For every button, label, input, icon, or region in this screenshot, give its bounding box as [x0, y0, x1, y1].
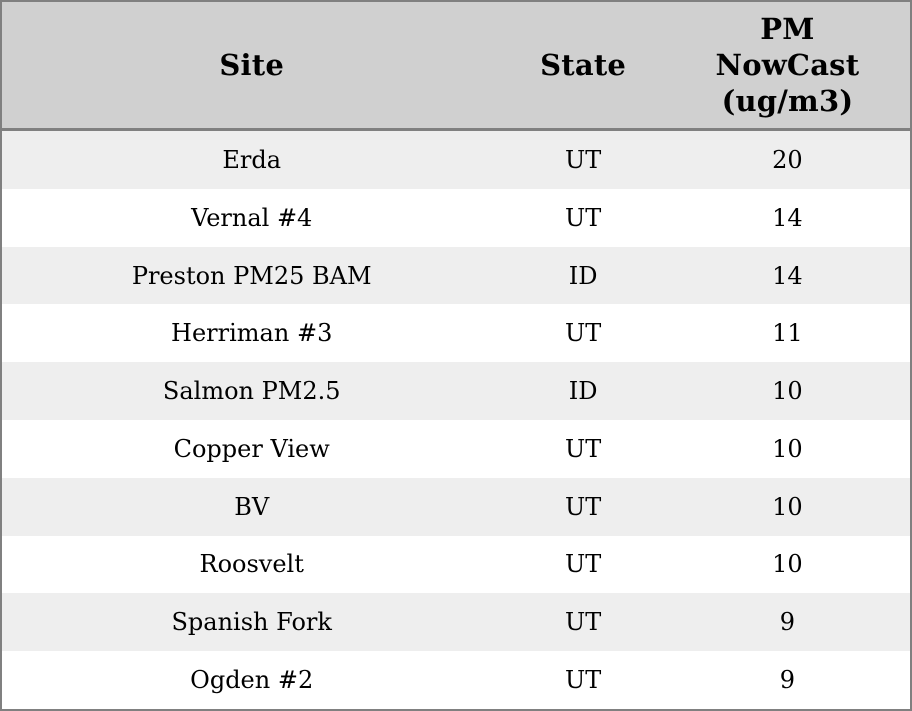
site-cell: Salmon PM2.5	[2, 362, 501, 420]
pm-header-line-3: (ug/m3)	[721, 84, 854, 118]
table-row	[2, 420, 910, 478]
table-row	[2, 478, 910, 536]
site-cell: Roosvelt	[2, 536, 501, 594]
pm-nowcast-cell: 10	[665, 420, 910, 478]
pm-header-line-1: PM	[760, 12, 815, 46]
state-cell: UT	[501, 304, 664, 362]
site-cell: Copper View	[2, 420, 501, 478]
column-header-pm-nowcast	[665, 2, 910, 130]
site-cell: Preston PM25 BAM	[2, 247, 501, 305]
state-cell: UT	[501, 536, 664, 594]
state-cell: UT	[501, 130, 664, 189]
state-cell: UT	[501, 593, 664, 651]
state-cell: UT	[501, 189, 664, 247]
state-cell: UT	[501, 651, 664, 709]
table-row	[2, 536, 910, 594]
table-row	[2, 130, 910, 189]
table-header	[2, 2, 910, 130]
table-row	[2, 189, 910, 247]
site-cell: Ogden #2	[2, 651, 501, 709]
header-row	[2, 2, 910, 130]
state-cell: ID	[501, 247, 664, 305]
pm-nowcast-cell: 10	[665, 362, 910, 420]
site-cell: Herriman #3	[2, 304, 501, 362]
column-header-site: Site	[2, 2, 501, 130]
pm-nowcast-cell: 10	[665, 536, 910, 594]
pm-nowcast-cell: 9	[665, 651, 910, 709]
site-cell: BV	[2, 478, 501, 536]
data-table	[2, 2, 910, 709]
pm-header-line-2: NowCast	[715, 48, 860, 82]
site-cell: Erda	[2, 130, 501, 189]
state-cell: UT	[501, 420, 664, 478]
pm-nowcast-cell: 11	[665, 304, 910, 362]
table-row	[2, 593, 910, 651]
pm-nowcast-cell: 20	[665, 130, 910, 189]
pm-nowcast-cell: 14	[665, 247, 910, 305]
table-row	[2, 651, 910, 709]
state-cell: UT	[501, 478, 664, 536]
site-cell: Vernal #4	[2, 189, 501, 247]
table-row	[2, 247, 910, 305]
pm-nowcast-cell: 9	[665, 593, 910, 651]
pm-nowcast-cell: 14	[665, 189, 910, 247]
column-header-state: State	[501, 2, 664, 130]
state-cell: ID	[501, 362, 664, 420]
site-cell: Spanish Fork	[2, 593, 501, 651]
table-body	[2, 130, 910, 710]
table-row	[2, 304, 910, 362]
pm-nowcast-cell: 10	[665, 478, 910, 536]
table-row	[2, 362, 910, 420]
